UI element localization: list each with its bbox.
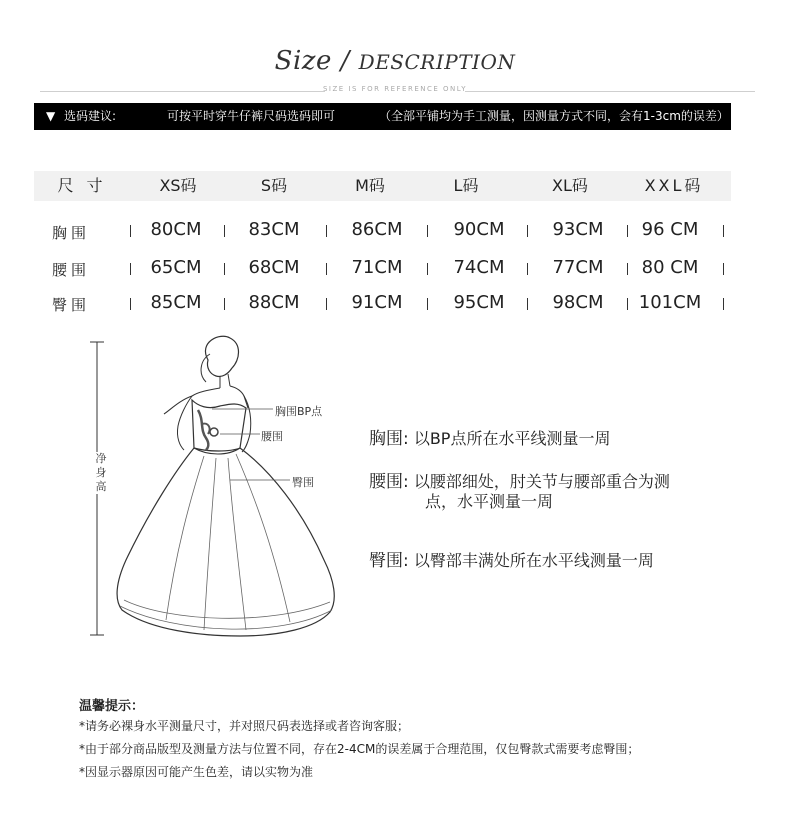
cell-waist-s: 68CM	[248, 257, 300, 278]
cell-bust-xl: 93CM	[552, 219, 604, 240]
column-separator	[723, 298, 724, 310]
title-sub: DESCRIPTION	[358, 50, 516, 74]
cell-hip-m: 91CM	[351, 292, 403, 313]
desc-waist-text: 以腰部细处，肘关节与腰部重合为测	[413, 472, 670, 491]
cell-bust-xxl: 96 CM	[641, 219, 699, 240]
tip-item: *由于部分商品版型及测量方法与位置不同，存在2-4CM的误差属于合理范围，仅包臀款式需要考虑臀围；	[79, 742, 640, 756]
advice-note: （全部平铺均为手工测量，因测量方式不同，会有1-3cm的误差）	[379, 109, 729, 123]
size-header-l: L码	[453, 176, 479, 195]
callout-waist: 腰围	[261, 430, 283, 443]
cell-waist-l: 74CM	[453, 257, 505, 278]
cell-bust-m: 86CM	[351, 219, 403, 240]
column-separator	[723, 225, 724, 237]
size-header-corner: 尺 寸	[57, 176, 107, 195]
title-main: Size	[274, 46, 332, 76]
row-label-bust: 胸围	[52, 224, 91, 242]
callout-hip: 臀围	[292, 476, 314, 489]
cell-bust-l: 90CM	[453, 219, 505, 240]
column-separator	[427, 298, 428, 310]
cell-hip-xl: 98CM	[552, 292, 604, 313]
tips-title: 温馨提示：	[79, 699, 145, 714]
cell-hip-xxl: 101CM	[638, 292, 702, 313]
cell-waist-xxl: 80 CM	[641, 257, 699, 278]
cell-waist-xl: 77CM	[552, 257, 604, 278]
advice-label: 选码建议:	[64, 109, 117, 123]
size-table-header	[34, 171, 731, 201]
desc-bust-text: 以BP点所在水平线测量一周	[413, 429, 611, 448]
size-header-m: M码	[355, 176, 385, 195]
cell-waist-xs: 65CM	[150, 257, 202, 278]
cell-bust-s: 83CM	[248, 219, 300, 240]
cell-waist-m: 71CM	[351, 257, 403, 278]
cell-hip-s: 88CM	[248, 292, 300, 313]
row-label-hip: 臀围	[52, 296, 91, 314]
desc-hip-text: 以臀部丰满处所在水平线测量一周	[413, 551, 654, 570]
cell-bust-xs: 80CM	[150, 219, 202, 240]
desc-hip-key: 臀围:	[369, 551, 409, 571]
reference-note: SIZE IS FOR REFERENCE ONLY	[322, 85, 468, 93]
desc-waist-key: 腰围:	[369, 472, 409, 492]
desc-hip	[369, 546, 654, 571]
column-separator	[427, 225, 428, 237]
callout-bust-bp: 胸围BP点	[275, 405, 323, 418]
cell-hip-xs: 85CM	[150, 292, 202, 313]
desc-waist-line2: 点，水平测量一周	[425, 492, 554, 511]
desc-bust-key: 胸围:	[369, 429, 409, 449]
size-header-xs: XS码	[159, 176, 197, 195]
column-separator	[723, 263, 724, 275]
advice-bar	[34, 103, 731, 130]
triangle-down-icon: ▼	[46, 109, 56, 123]
size-header-xxl: XXL码	[644, 176, 704, 195]
advice-main: 可按平时穿牛仔裤尺码选码即可	[167, 109, 336, 123]
title-separator: /	[331, 46, 359, 76]
height-label: 净身高	[95, 452, 107, 493]
reference-subline	[0, 85, 790, 97]
page-title	[0, 46, 790, 76]
dress-figure-illustration	[80, 330, 360, 650]
cell-hip-l: 95CM	[453, 292, 505, 313]
size-header-s: S码	[260, 176, 288, 195]
size-header-xl: XL码	[552, 176, 588, 195]
desc-bust	[369, 424, 610, 449]
tip-item: *请务必裸身水平测量尺寸，并对照尺码表选择或者咨询客服；	[79, 719, 410, 733]
tip-item: *因显示器原因可能产生色差，请以实物为准	[79, 765, 314, 779]
row-label-waist: 腰围	[52, 261, 91, 279]
column-separator	[427, 263, 428, 275]
